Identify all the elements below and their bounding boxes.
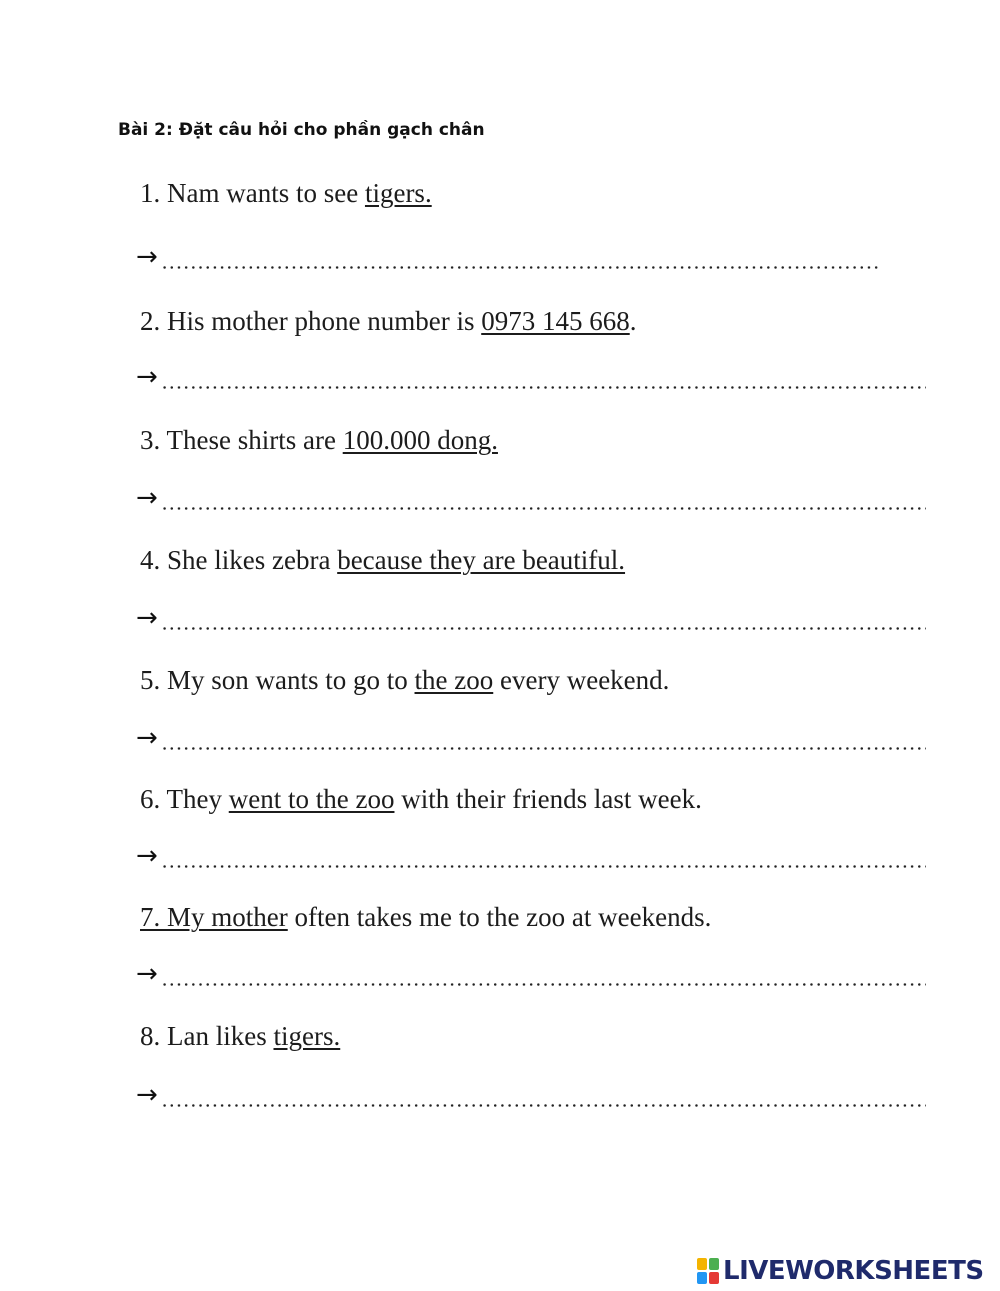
- logo-square-red: [709, 1272, 719, 1284]
- underlined-part: went to the zoo: [228, 784, 395, 814]
- question-text-end: .: [629, 306, 637, 336]
- logo-square-blue: [697, 1272, 707, 1284]
- arrow-icon: →: [136, 841, 158, 871]
- dotted-line: [161, 747, 926, 750]
- question-text: 3. These shirts are: [140, 425, 343, 455]
- brand-name: LIVEWORKSHEETS: [723, 1256, 984, 1286]
- underlined-part: 100.000 dong.: [342, 425, 498, 455]
- dotted-line: [161, 983, 926, 986]
- liveworksheets-logo-icon: [697, 1258, 719, 1284]
- dotted-line: [161, 865, 926, 868]
- question-7: [140, 902, 711, 933]
- question-8: [140, 1021, 340, 1052]
- liveworksheets-logo[interactable]: [697, 1255, 984, 1287]
- answer-line-2[interactable]: [136, 356, 926, 396]
- arrow-icon: →: [136, 362, 158, 392]
- logo-square-green: [709, 1258, 719, 1270]
- question-1: [140, 178, 432, 209]
- question-text-end: every weekend.: [493, 665, 670, 695]
- question-2: [140, 306, 636, 337]
- arrow-icon: →: [136, 959, 158, 989]
- exercise-heading: Bài 2: Đặt câu hỏi cho phần gạch chân: [118, 120, 485, 140]
- dotted-line: [161, 507, 926, 510]
- dotted-line: [161, 1104, 926, 1107]
- question-text: 1. Nam wants to see: [140, 178, 365, 208]
- answer-line-5[interactable]: [136, 717, 926, 757]
- underlined-part: tigers.: [273, 1021, 341, 1051]
- underlined-part: 7. My mother: [140, 902, 288, 932]
- question-6: [140, 784, 702, 815]
- dotted-line: [161, 266, 881, 269]
- dotted-line: [161, 627, 926, 630]
- underlined-part: the zoo: [414, 665, 494, 695]
- answer-line-3[interactable]: [136, 477, 926, 517]
- answer-line-4[interactable]: [136, 597, 926, 637]
- question-text: 6. They: [140, 784, 229, 814]
- underlined-part: because they are beautiful.: [337, 545, 626, 575]
- answer-line-1[interactable]: [136, 236, 881, 276]
- question-text: 5. My son wants to go to: [140, 665, 415, 695]
- logo-square-yellow: [697, 1258, 707, 1270]
- arrow-icon: →: [136, 1080, 158, 1110]
- arrow-icon: →: [136, 483, 158, 513]
- question-text-end: often takes me to the zoo at weekends.: [287, 902, 712, 932]
- answer-line-6[interactable]: [136, 835, 926, 875]
- arrow-icon: →: [136, 242, 158, 272]
- question-4: [140, 545, 625, 576]
- arrow-icon: →: [136, 603, 158, 633]
- question-text: 2. His mother phone number is: [140, 306, 482, 336]
- dotted-line: [161, 386, 926, 389]
- question-text: 4. She likes zebra: [140, 545, 338, 575]
- arrow-icon: →: [136, 723, 158, 753]
- question-text-end: with their friends last week.: [394, 784, 702, 814]
- question-5: [140, 665, 669, 696]
- underlined-part: tigers.: [364, 178, 432, 208]
- answer-line-8[interactable]: [136, 1074, 926, 1114]
- underlined-part: 0973 145 668: [481, 306, 630, 336]
- question-text: 8. Lan likes: [140, 1021, 274, 1051]
- question-3: [140, 425, 498, 456]
- answer-line-7[interactable]: [136, 953, 926, 993]
